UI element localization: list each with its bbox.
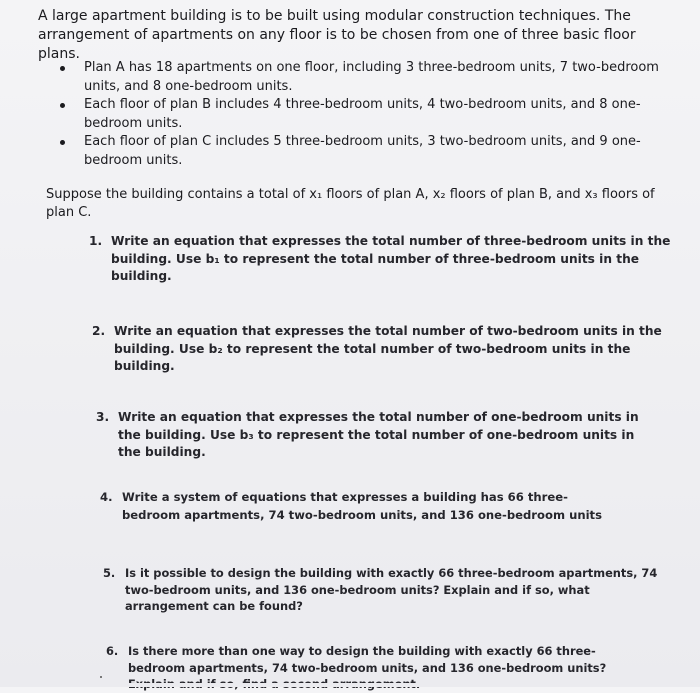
floor-plan-text: Each floor of plan B includes 4 three-bedroom units, 4 two-bedroom units, and 8 one-bedroom units. — [84, 97, 641, 131]
floor-plan-text: Plan A has 18 apartments on one floor, including 3 three-bedroom units, 7 two-bedroom units, and 8 one-bedroom units. — [84, 60, 659, 94]
intro-paragraph: A large apartment building is to be built using modular construction techniques. The arrangement of apartments on any floor is to be chosen from one of three basic floor plans. — [38, 8, 636, 62]
bullet-icon — [60, 140, 65, 145]
question-text: Write an equation that expresses the total number of two-bedroom units in the building. Use b₂ to represent the total number of two-bedroom units in the building. — [114, 324, 662, 373]
floor-plan-item-a — [58, 59, 678, 96]
question-number: 5. — [103, 566, 116, 580]
question-3 — [96, 409, 656, 462]
question-text: Write an equation that expresses the total number of one-bedroom units in the building. Use b₃ to represent the total number of one-bedroom units in the building. — [118, 410, 639, 459]
question-2 — [92, 323, 662, 376]
bullet-icon — [60, 66, 65, 71]
floor-plan-text: Each floor of plan C includes 5 three-bedroom units, 3 two-bedroom units, and 9 one-bedroom units. — [84, 134, 641, 168]
question-text: Write a system of equations that expresses a building has 66 three-bedroom apartments, 74 two-bedroom units, and 136 one-bedroom units — [122, 490, 602, 522]
question-text: Write an equation that expresses the total number of three-bedroom units in the building. Use b₁ to represent the total number of three-bedroom units in the building. — [111, 234, 671, 283]
floor-plan-list — [58, 59, 678, 170]
margin-mark — [100, 676, 102, 678]
question-number: 4. — [100, 490, 113, 504]
floor-plan-item-c — [58, 133, 678, 170]
question-text: Is it possible to design the building with exactly 66 three-bedroom apartments, 74 two-bedroom units, and 136 one-bedroom units? Explain and if so, what arrangement can be found? — [125, 566, 658, 613]
floor-plan-item-b — [58, 96, 678, 133]
suppose-paragraph: Suppose the building contains a total of x₁ floors of plan A, x₂ floors of plan B, and x₃ floors of plan C. — [46, 187, 655, 220]
question-4 — [100, 489, 620, 524]
page-cutoff — [0, 683, 700, 687]
question-number: 3. — [96, 410, 110, 424]
bullet-icon — [60, 103, 65, 108]
question-number: 6. — [106, 644, 119, 658]
question-number: 2. — [92, 324, 106, 338]
question-1 — [89, 233, 679, 286]
question-text: Is there more than one way to design the building with exactly 66 three-bedroom apartments, 74 two-bedroom units, and 136 one-bedroom units? — [128, 644, 607, 675]
question-number: 1. — [89, 234, 103, 248]
question-5 — [103, 565, 663, 615]
